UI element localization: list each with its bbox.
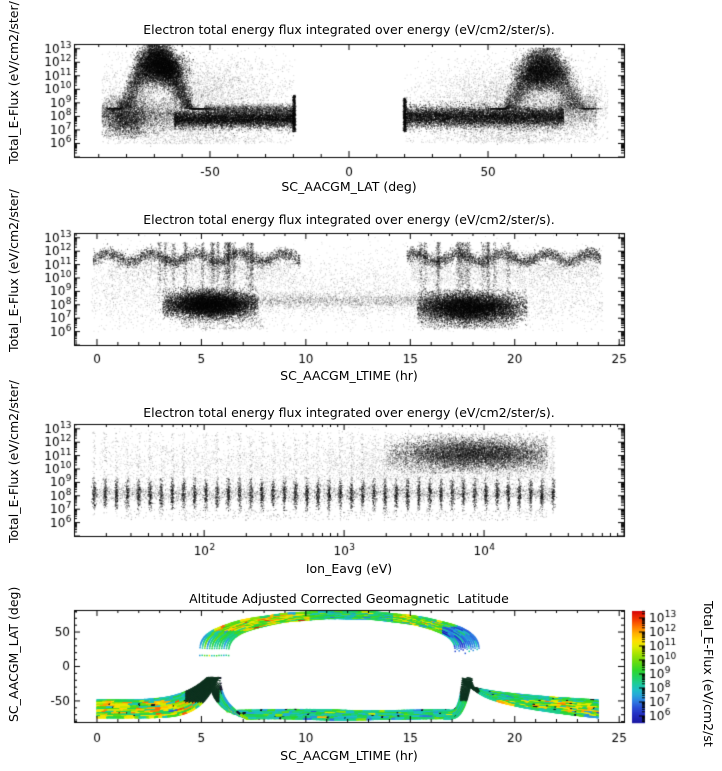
panel1-yaxis-label: Total_E-Flux (eV/cm2/ster/ <box>6 1 21 164</box>
panel4-xaxis-label: SC_AACGM_LTIME (hr) <box>280 748 418 763</box>
colorbar-label: Total_E-Flux (eV/cm2/st <box>701 601 716 747</box>
panel2-xaxis-label: SC_AACGM_LTIME (hr) <box>280 368 418 383</box>
panel3-yaxis-label: Total_E-Flux (eV/cm2/ster/ <box>6 380 21 543</box>
panel1-xaxis-label: SC_AACGM_LAT (deg) <box>281 179 417 194</box>
panel1-title: Electron total energy flux integrated over energy (eV/cm2/ster/s). <box>143 22 555 37</box>
panel2-title: Electron total energy flux integrated over energy (eV/cm2/ster/s). <box>143 212 555 227</box>
panel3-xaxis-label: Ion_Eavg (eV) <box>305 561 393 576</box>
panel4-title: Altitude Adjusted Corrected Geomagnetic Latitude <box>189 591 509 606</box>
panel4-yaxis-label: SC_AACGM_LAT (deg) <box>6 586 21 722</box>
panel2-yaxis-label: Total_E-Flux (eV/cm2/ster/ <box>6 189 21 352</box>
panel3-title: Electron total energy flux integrated over energy (eV/cm2/ster/s). <box>143 405 555 420</box>
